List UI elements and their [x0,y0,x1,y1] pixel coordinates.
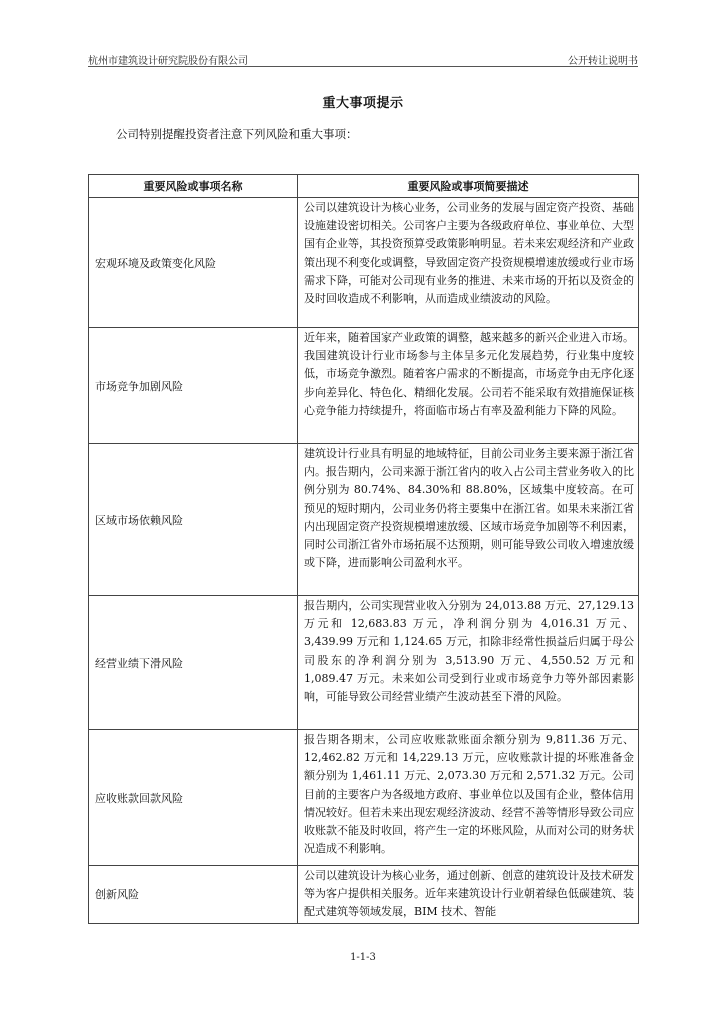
risk-name-cell: 宏观环境及政策变化风险 [89,198,298,328]
table-header-row [89,175,639,198]
risk-name-cell: 创新风险 [89,866,298,924]
risk-name-cell: 应收账款回款风险 [89,730,298,866]
risk-description-cell: 建筑设计行业具有明显的地域特征，目前公司业务主要来源于浙江省内。报告期内，公司来源于浙江省内的收入占公司主营业务收入的比例分别为 80.74%、84.30%和 88.80%，区域集中度较高。在可预见的短时期内，公司业务仍将主要集中在浙江省。如果未来浙江省内出现固定资产投资规模增速放缓、区域市场竞争加剧等不利因素，同时公司浙江省外市场拓展不达预期，则可能导致公司收入增速放缓或下降，进而影响公司盈利水平。 [298,444,639,596]
header-document-type: 公开转让说明书 [568,56,638,67]
table-row [89,328,639,444]
risk-description-cell: 近年来，随着国家产业政策的调整，越来越多的新兴企业进入市场。我国建筑设计行业市场参与主体呈多元化发展趋势，行业集中度较低，市场竞争激烈。随着客户需求的不断提高，市场竞争由无序化逐步向差异化、特色化、精细化发展。公司若不能采取有效措施保证核心竞争能力持续提升，将面临市场占有率及盈利能力下降的风险。 [298,328,639,444]
table-row [89,198,639,328]
risk-description-cell: 公司以建筑设计为核心业务，公司业务的发展与固定资产投资、基础设施建设密切相关。公司客户主要为各级政府单位、事业单位、大型国有企业等，其投资预算受政策影响明显。若未来宏观经济和产业政策出现不利变化或调整，导致固定资产投资规模增速放缓或行业市场需求下降，可能对公司现有业务的推进、未来市场的开拓以及资金的及时回收造成不利影响，从而造成业绩波动的风险。 [298,198,639,328]
risk-name-cell: 区域市场依赖风险 [89,444,298,596]
risk-name-cell: 经营业绩下滑风险 [89,596,298,730]
table-row [89,596,639,730]
risk-table [88,174,639,924]
page-number: 1-1-3 [350,952,376,963]
column-header-risk-name: 重要风险或事项名称 [89,175,298,198]
table-row [89,866,639,924]
section-title: 重大事项提示 [322,96,404,111]
risk-description-cell: 公司以建筑设计为核心业务，通过创新、创意的建筑设计及技术研发等为客户提供相关服务。近年来建筑设计行业朝着绿色低碳建筑、装配式建筑等领域发展，BIM 技术、智能 [298,866,639,924]
header-company-name: 杭州市建筑设计研究院股份有限公司 [88,56,248,67]
column-header-risk-description: 重要风险或事项简要描述 [298,175,639,198]
risk-description-cell: 报告期各期末，公司应收账款账面余额分别为 9,811.36 万元、12,462.82 万元和 14,229.13 万元，应收账款计提的坏账准备金额分别为 1,461.11 万元、2,073.30 万元和 2,571.32 万元。公司目前的主要客户为各级地方政府、事业单位以及国有企业，整体信用情况较好。但若未来出现宏观经济波动、经营不善等情形导致公司应收账款不能及时收回，将产生一定的坏账风险，从而对公司的财务状况造成不利影响。 [298,730,639,866]
page-header [88,50,638,67]
risk-description-cell: 报告期内，公司实现营业收入分别为 24,013.88 万元、27,129.13 万元和 12,683.83 万元，净利润分别为 4,016.31 万元、3,439.99 万元和 1,124.65 万元，扣除非经常性损益后归属于母公司股东的净利润分别为 3,513.90 万元、4,550.52 万元和 1,089.47 万元。未来如公司受到行业或市场竞争力等外部因素影响，可能导致公司经营业绩产生波动甚至下滑的风险。 [298,596,639,730]
table-row [89,444,639,596]
table-row [89,730,639,866]
intro-text: 公司特别提醒投资者注意下列风险和重大事项： [116,127,358,141]
risk-name-cell: 市场竞争加剧风险 [89,328,298,444]
